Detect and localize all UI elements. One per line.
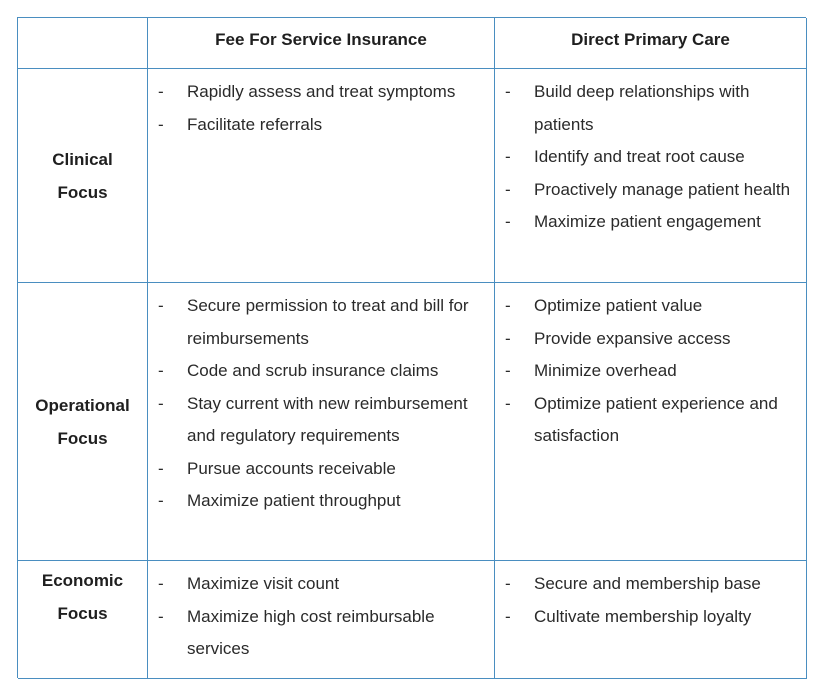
dash-bullet: - [158, 458, 164, 478]
list-item-text: Minimize overhead [534, 361, 677, 380]
list-item-text: Optimize patient value [534, 296, 703, 315]
row-header-line: Economic [41, 571, 124, 590]
header-empty-cell [18, 18, 148, 69]
dash-bullet: - [505, 361, 511, 380]
dash-bullet: - [505, 179, 511, 199]
comparison-table [17, 17, 806, 678]
list-item [148, 388, 488, 453]
cell-clinical-fee-for-service [148, 69, 495, 283]
dash-bullet: - [505, 606, 511, 626]
list-item [495, 601, 800, 634]
list-item [495, 290, 800, 323]
list-item-text: Secure and membership base [534, 574, 761, 593]
list-item [148, 109, 488, 142]
dash-bullet: - [158, 114, 164, 134]
row-header-clinical [18, 69, 148, 283]
list-item-text: Maximize patient throughput [187, 491, 401, 510]
list-item-text: Provide expansive access [534, 328, 731, 348]
bullet-list [148, 561, 494, 666]
bullet-list [148, 283, 494, 518]
list-item-text: Build deep relationships with patients [534, 82, 750, 134]
cell-clinical-direct-primary-care [495, 69, 807, 283]
list-item [495, 206, 800, 239]
dash-bullet: - [158, 491, 164, 510]
cell-economic-direct-primary-care [495, 561, 807, 679]
cell-economic-fee-for-service [148, 561, 495, 679]
list-item [495, 355, 800, 388]
list-item [148, 601, 488, 666]
list-item-text: Code and scrub insurance claims [187, 361, 439, 380]
list-item-text: Proactively manage patient health [534, 179, 791, 199]
bullet-list [148, 69, 494, 141]
list-item-text: Facilitate referrals [187, 114, 323, 134]
list-item-text: Pursue accounts receivable [187, 458, 396, 478]
column-header-direct-primary-care: Direct Primary Care [495, 18, 807, 69]
dash-bullet: - [505, 147, 511, 166]
dash-bullet: - [505, 82, 511, 101]
list-item [495, 568, 800, 601]
bullet-list [495, 561, 806, 633]
dash-bullet: - [158, 393, 164, 413]
row-header-line: Focus [57, 604, 108, 623]
list-item [148, 568, 488, 601]
row-header-line: Focus [57, 428, 108, 448]
list-item [495, 141, 800, 174]
dash-bullet: - [158, 82, 164, 101]
list-item [495, 76, 800, 141]
list-item-text: Secure permission to treat and bill for reimbursements [187, 296, 469, 348]
list-item-text: Rapidly assess and treat symptoms [187, 82, 456, 101]
row-header-operational [18, 283, 148, 561]
dash-bullet: - [158, 606, 164, 626]
row-header-line: Operational [35, 395, 130, 415]
list-item-text: Stay current with new reimbursement and regulatory requirements [187, 393, 468, 445]
list-item-text: Maximize visit count [187, 574, 340, 593]
dash-bullet: - [505, 574, 511, 593]
list-item-text: Cultivate membership loyalty [534, 606, 752, 626]
list-item [495, 174, 800, 207]
bullet-list [495, 283, 806, 453]
row-header-economic [18, 561, 148, 679]
column-header-fee-for-service: Fee For Service Insurance [148, 18, 495, 69]
dash-bullet: - [505, 393, 511, 413]
dash-bullet: - [158, 361, 164, 380]
list-item [148, 355, 488, 388]
list-item-text: Maximize patient engagement [534, 212, 761, 231]
dash-bullet: - [505, 328, 511, 348]
list-item [148, 453, 488, 486]
list-item-text: Identify and treat root cause [534, 147, 745, 166]
list-item [148, 76, 488, 109]
bullet-list [495, 69, 806, 239]
dash-bullet: - [158, 296, 164, 315]
list-item-text: Maximize high cost reimbursable services [187, 606, 435, 658]
list-item-text: Optimize patient experience and satisfaction [534, 393, 778, 445]
dash-bullet: - [505, 296, 511, 315]
list-item [495, 388, 800, 453]
row-header-line: Clinical [52, 149, 113, 169]
row-header-line: Focus [57, 182, 108, 202]
cell-operational-direct-primary-care [495, 283, 807, 561]
dash-bullet: - [505, 212, 511, 231]
list-item [148, 290, 488, 355]
list-item [148, 485, 488, 518]
dash-bullet: - [158, 574, 164, 593]
cell-operational-fee-for-service [148, 283, 495, 561]
list-item [495, 323, 800, 356]
